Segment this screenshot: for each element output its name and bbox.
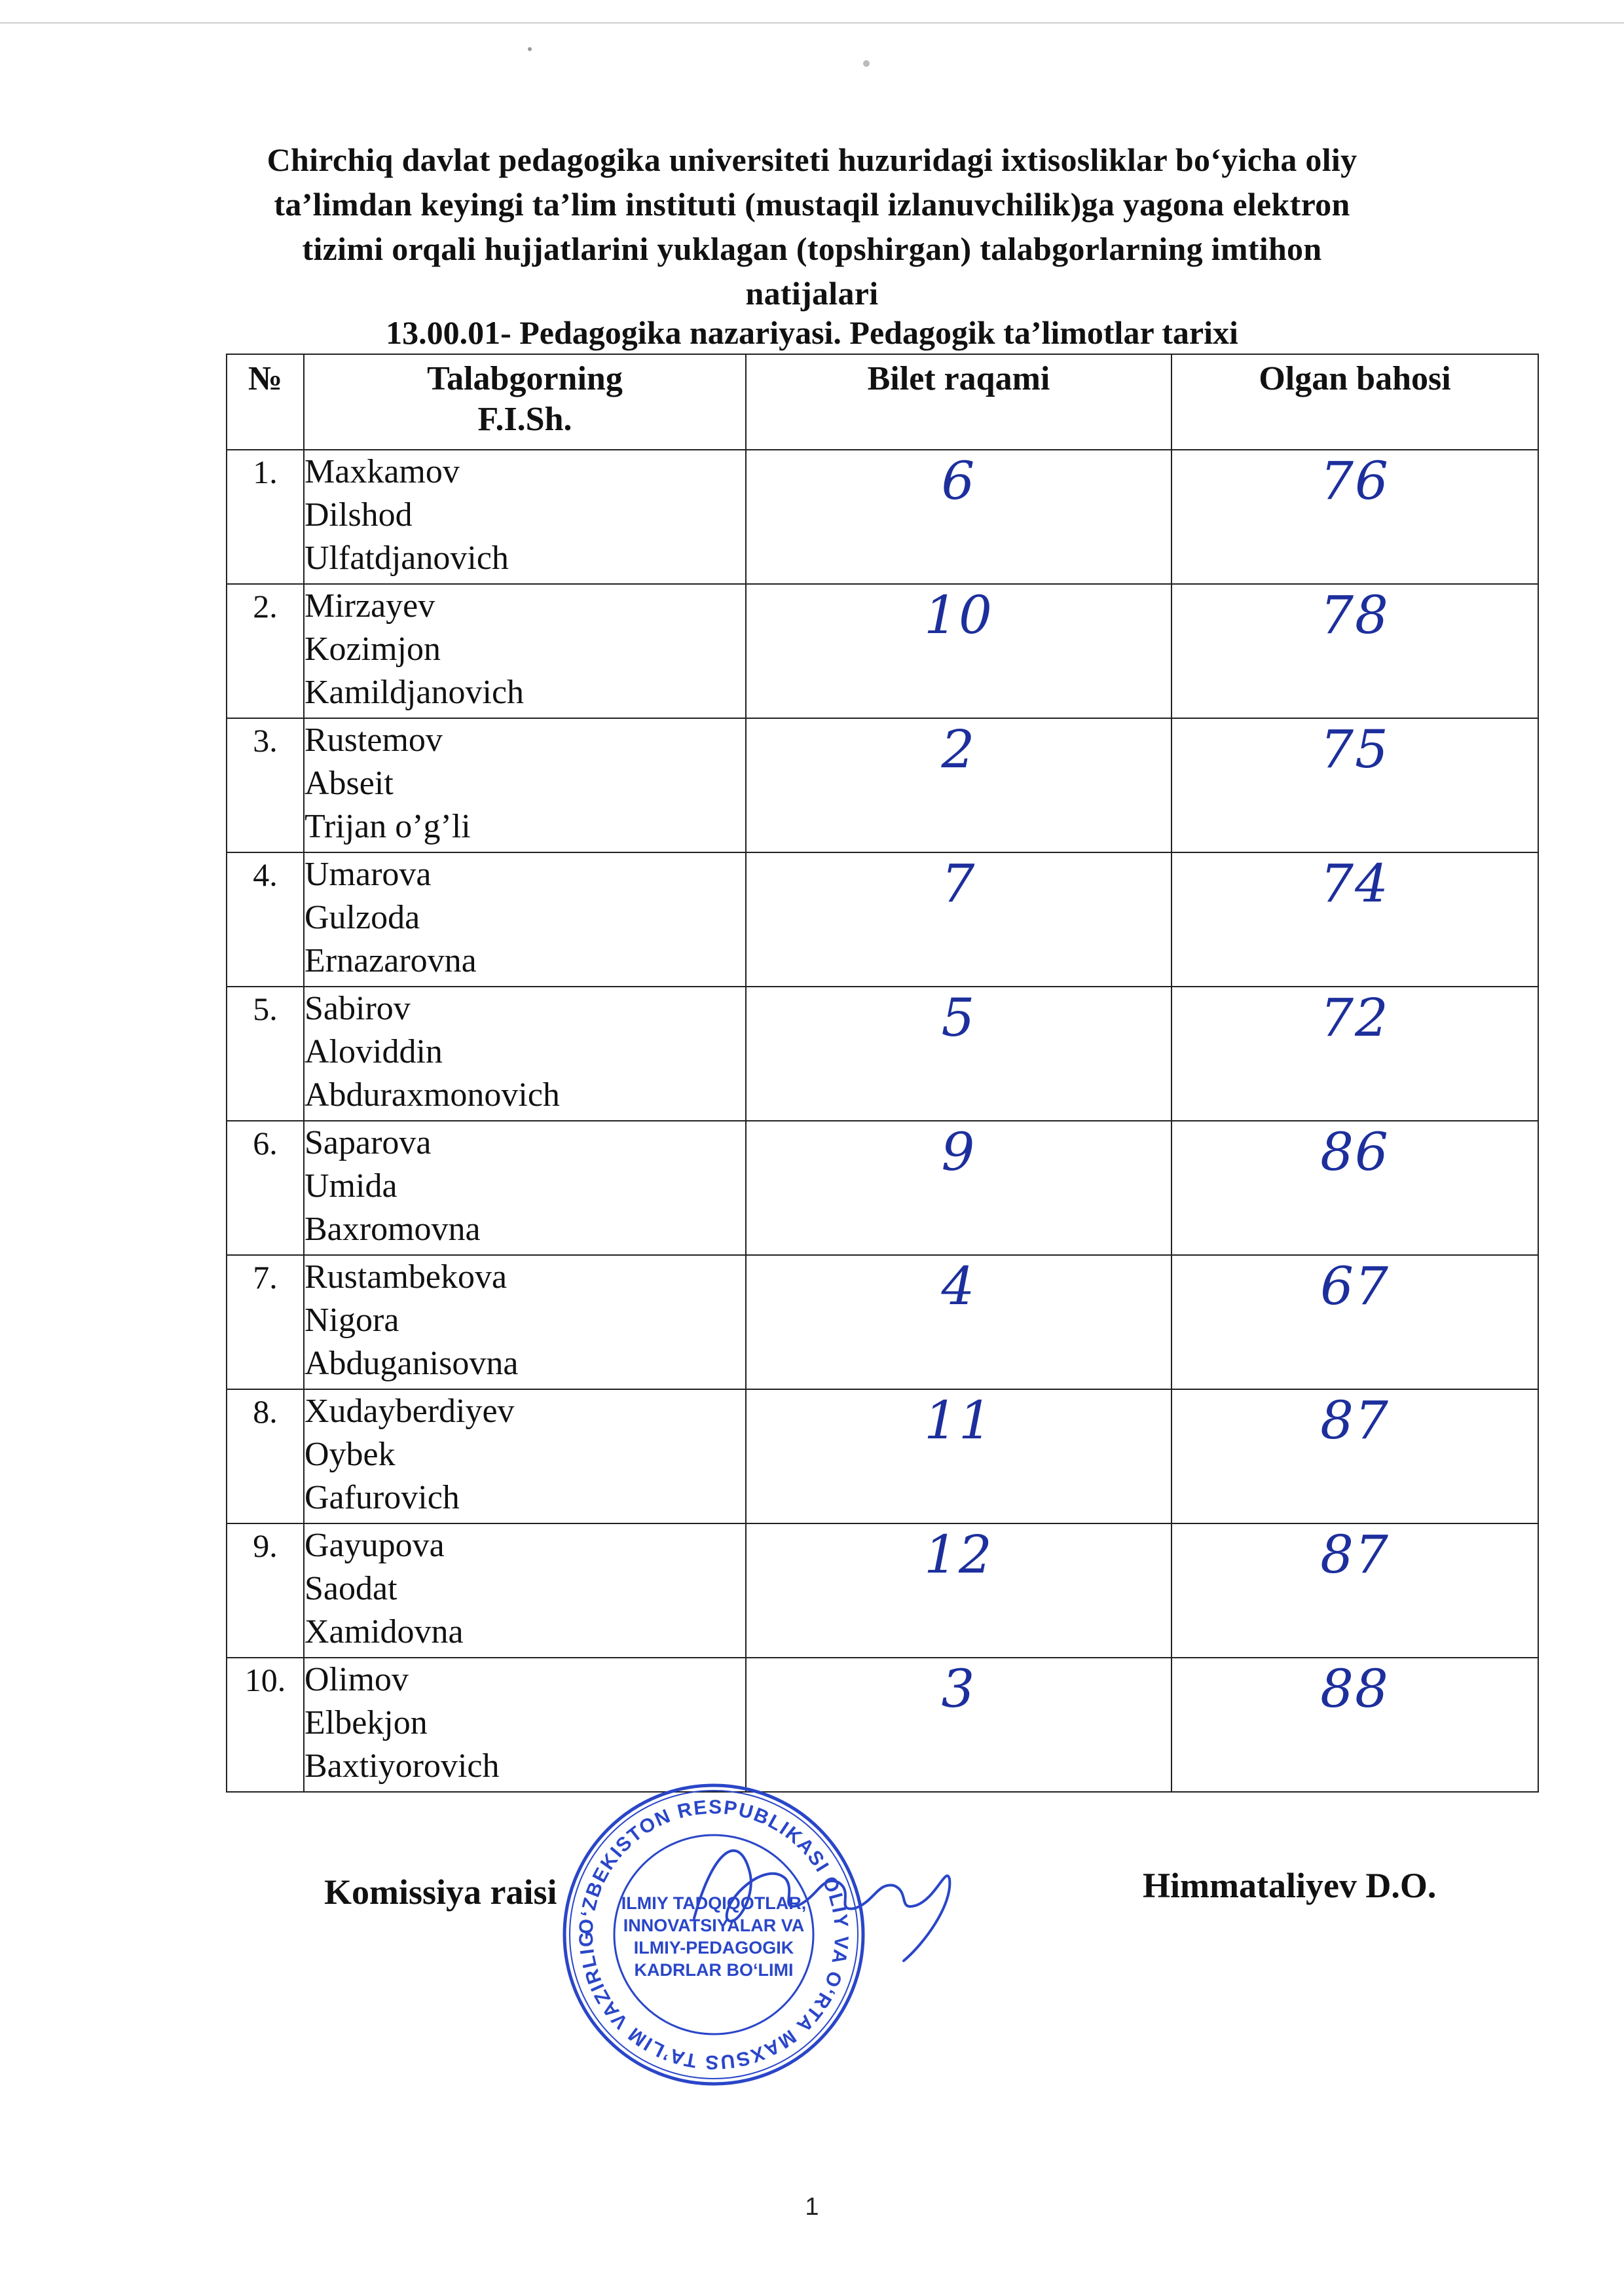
- handwritten-signature: [688, 1820, 969, 1971]
- applicant-name: [304, 718, 746, 852]
- table-row: [227, 450, 1538, 584]
- row-number: 1.: [227, 450, 304, 584]
- name-part: Trijan o’g’li: [304, 808, 471, 845]
- name-part: Abseit: [304, 765, 394, 802]
- name-part: Gulzoda: [304, 899, 420, 936]
- applicant-name: [304, 1389, 746, 1523]
- exam-grade: 74: [1172, 852, 1538, 987]
- exam-grade: 87: [1172, 1389, 1538, 1523]
- ticket-number: 9: [746, 1121, 1172, 1255]
- table-row: [227, 1658, 1538, 1792]
- name-part: Xamidovna: [304, 1613, 464, 1650]
- exam-grade: 67: [1172, 1255, 1538, 1389]
- header-name: [304, 354, 746, 450]
- header-ticket: Bilet raqami: [746, 354, 1172, 450]
- row-number: 9.: [227, 1523, 304, 1658]
- title-line: Chirchiq davlat pedagogika universiteti huzuridagi ixtisosliklar bo‘yicha oliy: [267, 141, 1357, 178]
- name-part: Abduganisovna: [304, 1345, 519, 1382]
- row-number: 7.: [227, 1255, 304, 1389]
- name-part: Kozimjon: [304, 630, 441, 668]
- ticket-number: 4: [746, 1255, 1172, 1389]
- specialty-heading: 13.00.01- Pedagogika nazariyasi. Pedagogik ta’limotlar tarixi: [386, 314, 1238, 351]
- name-part: Aloviddin: [304, 1033, 443, 1070]
- table-row: [227, 852, 1538, 987]
- stamp-inner-line: ILMIY TADQIQOTLAR,: [621, 1893, 807, 1913]
- header-name-line1: Talabgorning: [427, 360, 623, 397]
- name-part: Baxtiyorovich: [304, 1747, 500, 1785]
- scan-speck: [528, 47, 532, 51]
- table-row: [227, 1255, 1538, 1389]
- name-part: Saodat: [304, 1570, 397, 1607]
- exam-grade: 76: [1172, 450, 1538, 584]
- exam-grade: 78: [1172, 584, 1538, 718]
- applicant-name: [304, 1658, 746, 1792]
- ticket-number: 5: [746, 987, 1172, 1121]
- applicant-name: [304, 1255, 746, 1389]
- table-row: [227, 1121, 1538, 1255]
- applicant-name: [304, 987, 746, 1121]
- title-line: tizimi orqali hujjatlarini yuklagan (topshirgan) talabgorlarning imtihon: [302, 230, 1322, 267]
- table-row: [227, 987, 1538, 1121]
- applicant-name: [304, 1121, 746, 1255]
- name-part: Nigora: [304, 1302, 399, 1339]
- name-part: Elbekjon: [304, 1704, 428, 1741]
- name-part: Sabirov: [304, 990, 411, 1027]
- name-part: Mirzayev: [304, 587, 435, 625]
- exam-grade: 75: [1172, 718, 1538, 852]
- ticket-number: 11: [746, 1389, 1172, 1523]
- name-part: Baxromovna: [304, 1211, 481, 1248]
- document-title: [216, 137, 1408, 316]
- table-row: [227, 718, 1538, 852]
- scan-top-edge: [0, 22, 1624, 24]
- ticket-number: 6: [746, 450, 1172, 584]
- name-part: Rustemov: [304, 721, 443, 759]
- ticket-number: 7: [746, 852, 1172, 987]
- name-part: Olimov: [304, 1661, 409, 1698]
- results-table: [226, 354, 1539, 1793]
- name-part: Maxkamov: [304, 453, 460, 490]
- ticket-number: 10: [746, 584, 1172, 718]
- title-line: ta’limdan keyingi ta’lim instituti (mustaqil izlanuvchilik)ga yagona elektron: [274, 186, 1350, 223]
- name-part: Rustambekova: [304, 1258, 507, 1296]
- name-part: Dilshod: [304, 496, 413, 534]
- name-part: Ulfatdjanovich: [304, 539, 509, 577]
- header-grade: Olgan bahosi: [1172, 354, 1538, 450]
- applicant-name: [304, 852, 746, 987]
- row-number: 10.: [227, 1658, 304, 1792]
- title-line: natijalari: [745, 275, 879, 312]
- name-part: Saparova: [304, 1124, 432, 1161]
- exam-grade: 72: [1172, 987, 1538, 1121]
- name-part: Ernazarovna: [304, 942, 477, 979]
- applicant-name: [304, 584, 746, 718]
- commission-chair-label: Komissiya raisi: [324, 1872, 557, 1912]
- exam-grade: 86: [1172, 1121, 1538, 1255]
- exam-grade: 87: [1172, 1523, 1538, 1658]
- stamp-inner-line: ILMIY-PEDAGOGIK: [633, 1938, 794, 1958]
- name-part: Gafurovich: [304, 1479, 460, 1516]
- svg-text:O‘ZBEKISTON RESPUBLIKASI OLIY: O‘ZBEKISTON RESPUBLIKASI OLIY VA O‘RTA MAXSUS TA’LIM VAZIRLIG: [575, 1796, 853, 2073]
- name-part: Umarova: [304, 856, 432, 893]
- table-row: [227, 1523, 1538, 1658]
- page-number: 1: [805, 2193, 819, 2221]
- scan-speck: [863, 60, 870, 67]
- table-row: [227, 584, 1538, 718]
- name-part: Kamildjanovich: [304, 674, 525, 711]
- ticket-number: 3: [746, 1658, 1172, 1792]
- table-row: [227, 1389, 1538, 1523]
- ticket-number: 12: [746, 1523, 1172, 1658]
- stamp-inner-line: INNOVATSIYALAR VA: [623, 1916, 805, 1935]
- name-part: Xudayberdiyev: [304, 1393, 515, 1430]
- row-number: 6.: [227, 1121, 304, 1255]
- applicant-name: [304, 1523, 746, 1658]
- name-part: Gayupova: [304, 1527, 445, 1564]
- header-name-line2: F.I.Sh.: [477, 401, 572, 438]
- row-number: 4.: [227, 852, 304, 987]
- table-header-row: [227, 354, 1538, 450]
- name-part: Oybek: [304, 1436, 396, 1473]
- exam-grade: 88: [1172, 1658, 1538, 1792]
- stamp-inner-line: KADRLAR BO‘LIMI: [634, 1960, 794, 1980]
- commission-chair-name: Himmataliyev D.O.: [1143, 1866, 1437, 1905]
- name-part: Umida: [304, 1167, 397, 1205]
- applicant-name: [304, 450, 746, 584]
- row-number: 8.: [227, 1389, 304, 1523]
- ticket-number: 2: [746, 718, 1172, 852]
- name-part: Abduraxmonovich: [304, 1076, 560, 1114]
- row-number: 2.: [227, 584, 304, 718]
- row-number: 3.: [227, 718, 304, 852]
- header-number: №: [227, 354, 304, 450]
- row-number: 5.: [227, 987, 304, 1121]
